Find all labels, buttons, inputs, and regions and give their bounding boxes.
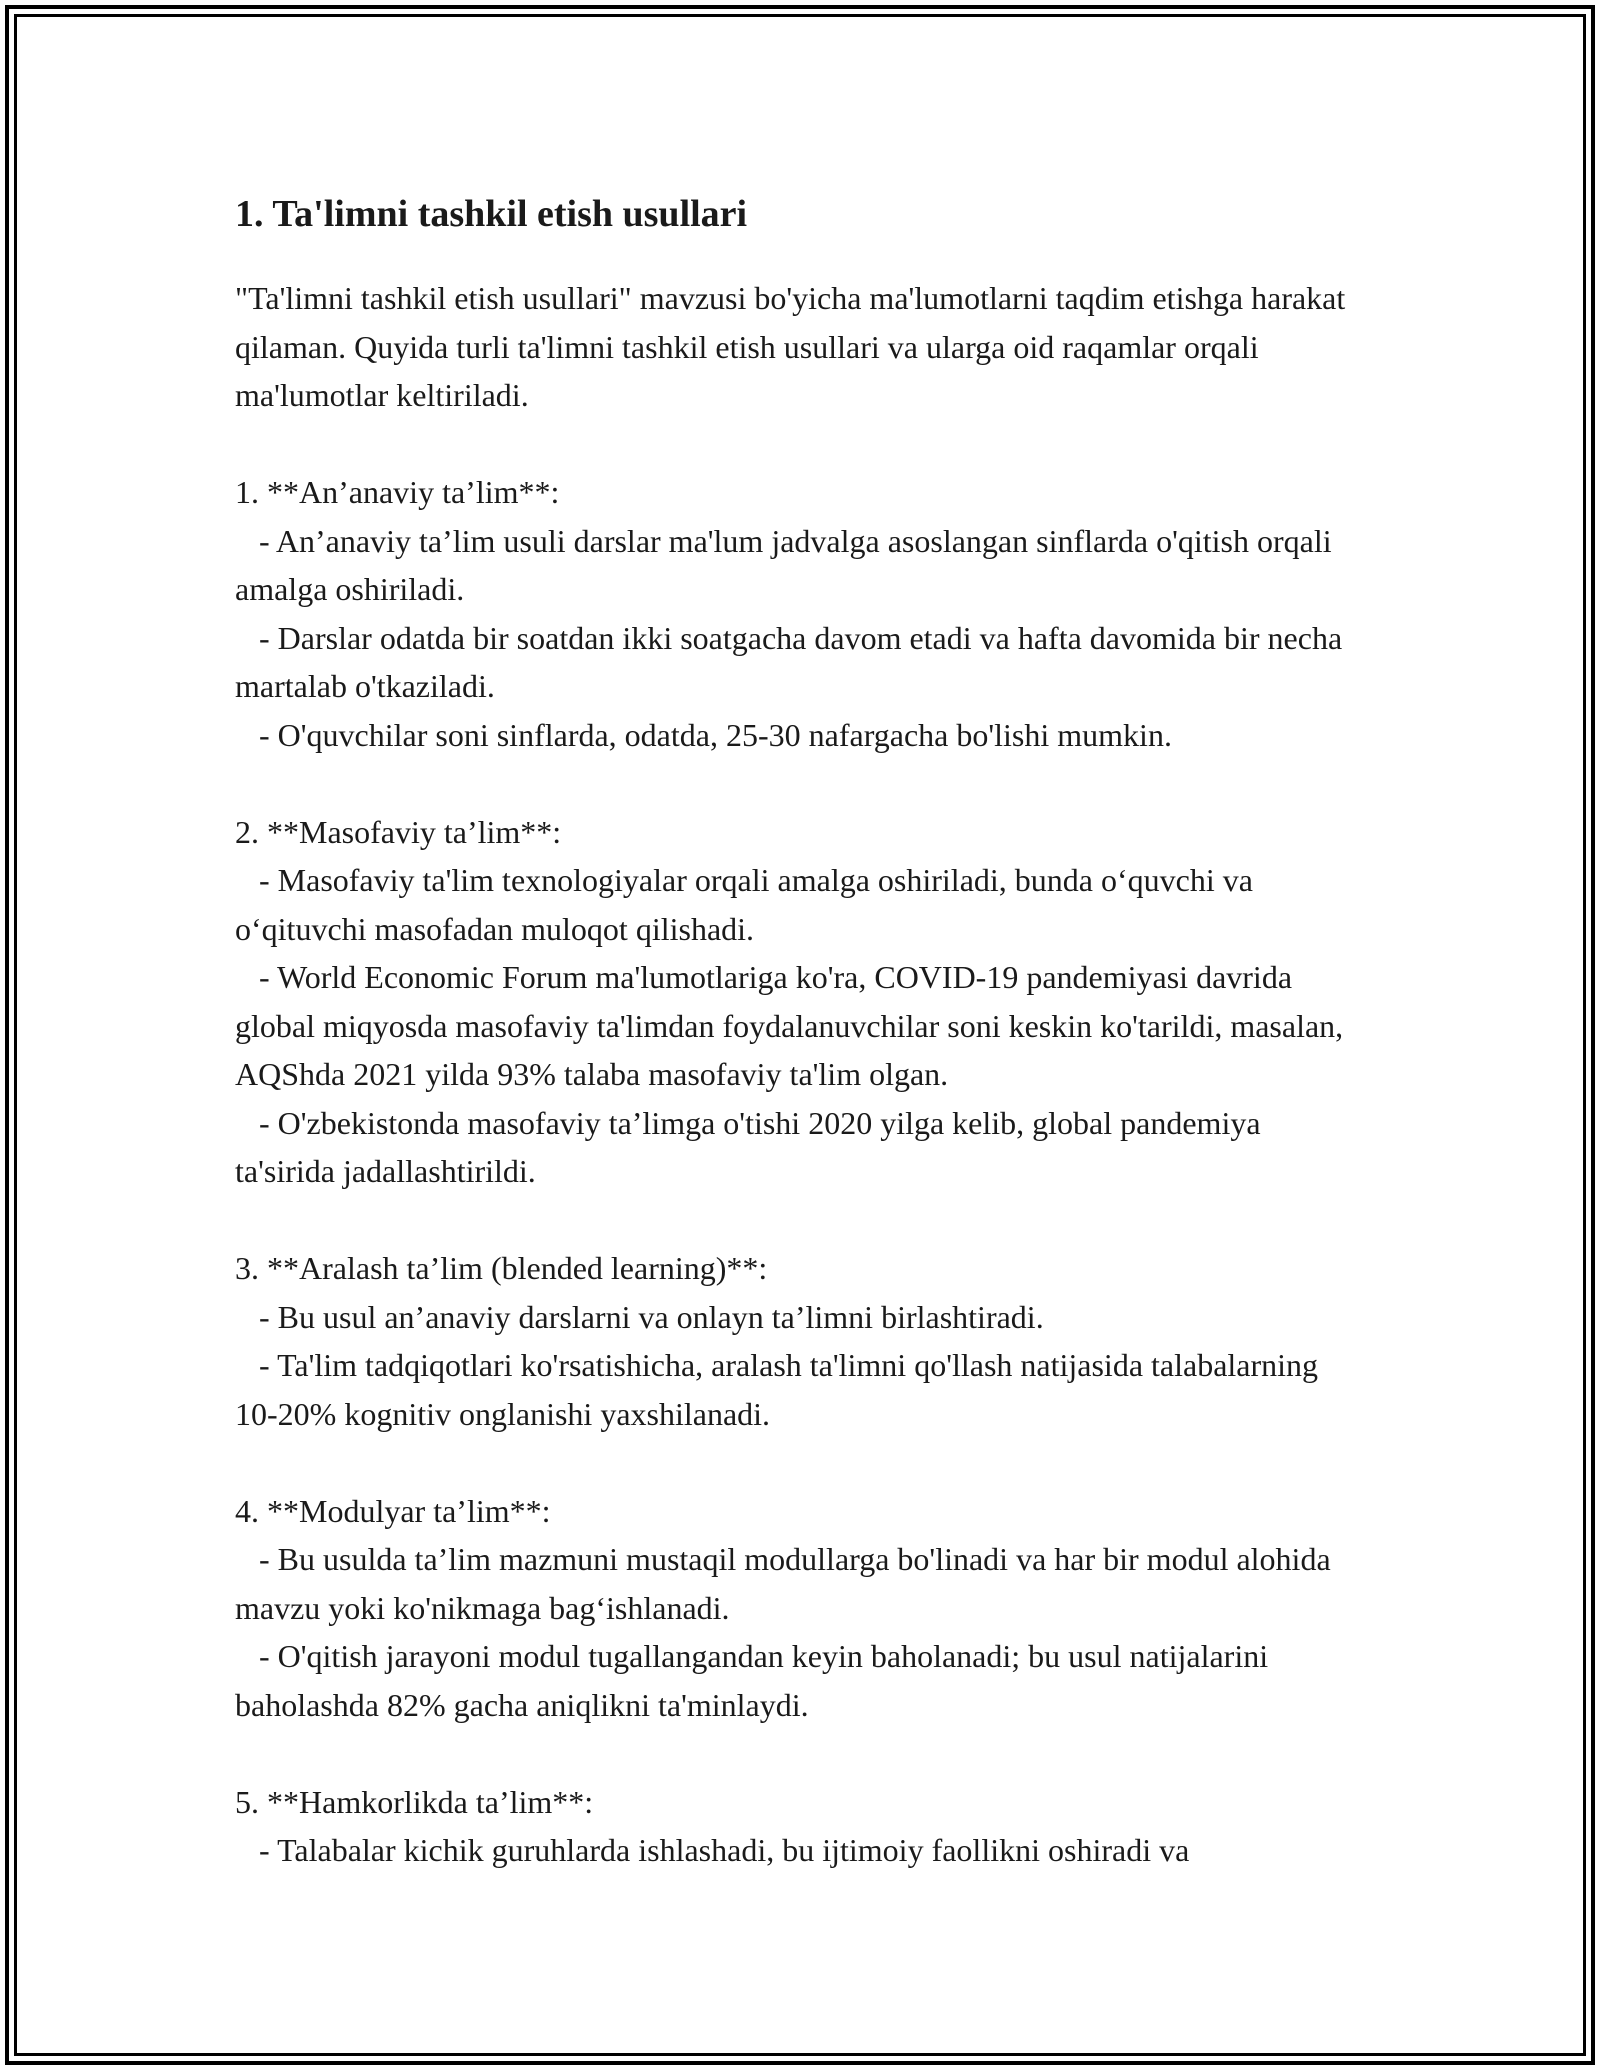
list-item: - An’anaviy ta’lim usuli darslar ma'lum jadvalga asoslangan sinflarda o'qitish orqali amalga oshiriladi. — [235, 522, 1340, 607]
list-item: - Talabalar kichik guruhlarda ishlashadi, bu ijtimoiy faollikni oshiradi va — [235, 1832, 1190, 1868]
list-item: - World Economic Forum ma'lumotlariga ko'ra, COVID-19 pandemiyasi davrida global miqyosda masofaviy ta'limdan foydalanuvchilar soni keskin ko'tarildi, masalan, AQShda 2021 yilda 93% talaba masofaviy ta'lim olgan. — [235, 959, 1350, 1092]
section-heading: 1. **An’anaviy ta’lim**: — [235, 474, 560, 510]
list-item: - O'zbekistonda masofaviy ta’limga o'tishi 2020 yilga kelib, global pandemiya ta'sirida jadallashtirildi. — [235, 1104, 1269, 1189]
spacer — [235, 1729, 1365, 1778]
list-item: - Darslar odatda bir soatdan ikki soatgacha davom etadi va hafta davomida bir necha martalab o'tkaziladi. — [235, 619, 1351, 704]
section-heading: 5. **Hamkorlikda ta’lim**: — [235, 1783, 594, 1820]
spacer — [235, 420, 1365, 469]
section-heading: 4. **Modulyar ta’lim**: — [235, 1492, 551, 1529]
list-item: - Bu usul an’anaviy darslarni va onlayn ta’limni birlashtiradi. — [235, 1298, 1044, 1335]
list-item: - Ta'lim tadqiqotlari ko'rsatishicha, aralash ta'limni qo'llash natijasida talabalarning 10-20% kognitiv onglanishi yaxshilanadi. — [235, 1347, 1327, 1432]
list-item: - O'quvchilar soni sinflarda, odatda, 25-30 nafargacha bo'lishi mumkin. — [235, 716, 1172, 753]
section-heading: 3. **Aralash ta’lim (blended learning)**: — [235, 1250, 768, 1286]
document-title: 1. Ta'limni tashkil etish usullari — [235, 193, 748, 235]
list-item: - Masofaviy ta'lim texnologiyalar orqali amalga oshiriladi, bunda o‘quvchi va o‘qituvchi masofadan muloqot qilishadi. — [235, 862, 1261, 947]
list-item: - Bu usulda ta’lim mazmuni mustaqil modullarga bo'linadi va har bir modul alohida mavzu yoki ko'nikmaga bag‘ishlanadi. — [235, 1541, 1339, 1626]
section-collaborative-learning — [235, 1778, 1365, 1875]
section-modular-learning — [235, 1487, 1365, 1730]
list-item: - O'qitish jarayoni modul tugallangandan keyin baholanadi; bu usul natijalarini baholashda 82% gacha aniqlikni ta'minlaydi. — [235, 1638, 1277, 1723]
section-distance-learning — [235, 808, 1365, 1196]
spacer — [235, 1438, 1365, 1487]
section-blended-learning — [235, 1244, 1365, 1438]
intro-paragraph: "Ta'limni tashkil etish usullari" mavzusi bo'yicha ma'lumotlarni taqdim etishga harakat qilaman. Quyida turli ta'limni tashkil etish usullari va ularga oid raqamlar orqali ma'lumotlar keltiriladi. — [235, 280, 1354, 413]
section-heading: 2. **Masofaviy ta’lim**: — [235, 813, 562, 850]
section-traditional-learning — [235, 468, 1365, 759]
spacer — [235, 1196, 1365, 1245]
spacer — [235, 759, 1365, 808]
document-body — [235, 186, 1365, 1875]
